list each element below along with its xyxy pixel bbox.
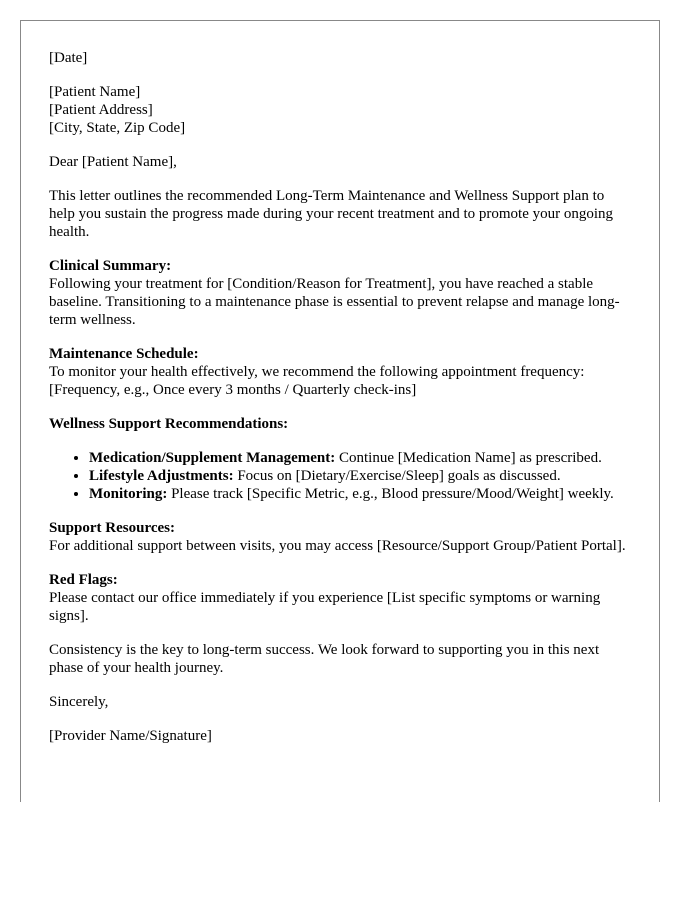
letter-page [20,20,660,802]
provider-signature: [Provider Name/Signature] [49,728,212,744]
list-item-label: Monitoring: [89,486,168,502]
list-item [89,485,631,503]
list-item [89,449,631,467]
sign-off: Sincerely, [49,694,109,710]
letter-date: [Date] [49,50,88,66]
list-item-label: Lifestyle Adjustments: [89,468,234,484]
list-item-text: Please track [Specific Metric, e.g., Blood pressure/Mood/Weight] weekly. [167,486,614,502]
red-flags-body: Please contact our office immediately if you experience [List specific symptoms or warning signs]. [49,590,601,624]
red-flags-title: Red Flags: [49,572,118,588]
closing-paragraph: Consistency is the key to long-term success. We look forward to supporting you in this next phase of your health journey. [49,642,600,676]
maintenance-schedule-body: To monitor your health effectively, we recommend the following appointment frequency: [Frequency, e.g., Once every 3 months / Quarterly check-ins] [49,364,585,398]
patient-city-state-zip: [City, State, Zip Code] [49,120,186,136]
patient-address-block [49,83,631,137]
patient-name: [Patient Name] [49,84,141,100]
maintenance-schedule-section [49,345,631,399]
red-flags-section [49,571,631,625]
support-resources-body: For additional support between visits, you may access [Resource/Support Group/Patient Portal]. [49,538,626,554]
intro-paragraph: This letter outlines the recommended Long-Term Maintenance and Wellness Support plan to help you sustain the progress made during your recent treatment and to promote your ongoing health. [49,188,614,240]
clinical-summary-title: Clinical Summary: [49,258,172,274]
clinical-summary-body: Following your treatment for [Condition/Reason for Treatment], you have reached a stable baseline. Transitioning to a maintenance phase is essential to prevent relapse and manage long-term wellness. [49,276,620,328]
support-resources-title: Support Resources: [49,520,175,536]
wellness-title: Wellness Support Recommendations: [49,416,289,432]
wellness-section [49,415,631,433]
list-item-text: Continue [Medication Name] as prescribed. [335,450,602,466]
list-item [89,467,631,485]
list-item-label: Medication/Supplement Management: [89,450,336,466]
list-item-text: Focus on [Dietary/Exercise/Sleep] goals as discussed. [233,468,561,484]
clinical-summary-section [49,257,631,329]
patient-street: [Patient Address] [49,102,153,118]
support-resources-section [49,519,631,555]
salutation: Dear [Patient Name], [49,154,177,170]
wellness-list [49,449,631,503]
maintenance-schedule-title: Maintenance Schedule: [49,346,199,362]
